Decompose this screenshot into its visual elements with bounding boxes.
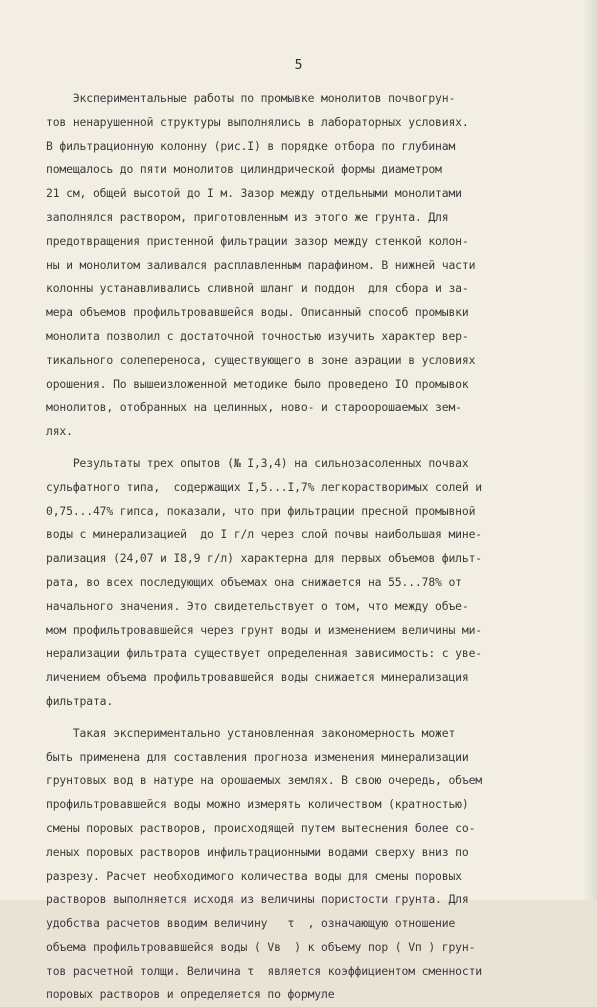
text-line: рата, во всех последующих объемах она снижается на 55...78% от bbox=[46, 574, 462, 589]
body-text bbox=[46, 87, 561, 1007]
text-line: помещалось до пяти монолитов цилиндрической формы диаметром bbox=[46, 162, 442, 177]
text-line: фильтрата. bbox=[46, 693, 114, 708]
text-line: грунтовых вод в натуре на орошаемых землях. В свою очередь, объем bbox=[46, 773, 483, 788]
text-line: растворов выполняется исходя из величины пористости грунта. Для bbox=[46, 892, 469, 907]
text-line: колонны устанавливались сливной шланг и поддон для сбора и за- bbox=[46, 281, 469, 296]
text-line: Результаты трех опытов (№ I,3,4) на сильнозасоленных почвах bbox=[46, 455, 469, 470]
text-line: мом профильтровавшейся через грунт воды и изменением величины ми- bbox=[46, 622, 483, 637]
text-line: тов ненарушенной структуры выполнялись в лабораторных условиях. bbox=[46, 114, 469, 129]
text-line: разрезу. Расчет необходимого количества воды для смены поровых bbox=[46, 868, 462, 883]
text-line: сульфатного типа, содержащих I,5...I,7% легкорастворимых солей и bbox=[46, 479, 483, 494]
text-line: быть применена для составления прогноза изменения минерализации bbox=[46, 749, 469, 764]
page-edge-shadow bbox=[583, 0, 597, 900]
text-line: мера объемов профильтровавшейся воды. Описанный способ промывки bbox=[46, 305, 469, 320]
text-line: орошения. По вышеизложенной методике было проведено IO промывок bbox=[46, 376, 469, 391]
paragraph bbox=[46, 87, 561, 444]
text-line: монолита позволил с достаточной точностью изучить характер вер- bbox=[46, 328, 469, 343]
text-line: объема профильтровавшейся воды ( Vв ) к объему пор ( Vп ) грун- bbox=[46, 939, 476, 954]
text-line: 0,75...47% гипса, показали, что при фильтрации пресной промывной bbox=[46, 503, 476, 518]
text-line: личением объема профильтровавшейся воды снижается минерализация bbox=[46, 670, 469, 685]
text-line: профильтровавшейся воды можно измерять количеством (кратностью) bbox=[46, 797, 469, 812]
text-line: тикального солепереноса, существующего в зоне аэрации в условиях bbox=[46, 352, 476, 367]
text-line: тов расчетной толщи. Величина τ является коэффициентом сменности bbox=[46, 963, 483, 978]
text-line: нерализации фильтрата существует определенная зависимость: с уве- bbox=[46, 646, 483, 661]
text-line: Экспериментальные работы по промывке монолитов почвогрун- bbox=[46, 91, 456, 105]
text-line: поровых растворов и определяется по формуле bbox=[46, 987, 335, 1002]
text-line: В фильтрационную колонну (рис.I) в порядке отбора по глубинам bbox=[46, 138, 456, 153]
text-line: смены поровых растворов, происходящей путем вытеснения более со- bbox=[46, 820, 476, 835]
text-line: Такая экспериментально установленная закономерность может bbox=[46, 725, 456, 740]
paragraph bbox=[46, 722, 561, 1007]
page-number: 5 bbox=[294, 58, 303, 73]
text-line: рализация (24,07 и I8,9 г/л) характерна для первых объемов фильт- bbox=[46, 551, 483, 566]
text-line: заполнялся раствором, приготовленным из этого же грунта. Для bbox=[46, 209, 449, 224]
paragraph bbox=[46, 452, 561, 714]
text-line: начального значения. Это свидетельствует о том, что между объе- bbox=[46, 598, 469, 613]
text-line: монолитов, отобранных на целинных, ново- и староорошаемых зем- bbox=[46, 400, 462, 415]
text-line: ны и монолитом заливался расплавленным парафином. В нижней части bbox=[46, 257, 476, 272]
text-line: воды с минерализацией до I г/л через слой почвы наибольшая мине- bbox=[46, 527, 483, 542]
text-line: 21 см, общей высотой до I м. Зазор между отдельными монолитами bbox=[46, 186, 462, 201]
text-line: предотвращения пристенной фильтрации зазор между стенкой колон- bbox=[46, 233, 469, 248]
text-line: леных поровых растворов инфильтрационными водами сверху вниз по bbox=[46, 844, 469, 859]
text-line: лях. bbox=[46, 424, 73, 439]
text-line: удобства расчетов вводим величину τ , означающую отношение bbox=[46, 916, 456, 931]
